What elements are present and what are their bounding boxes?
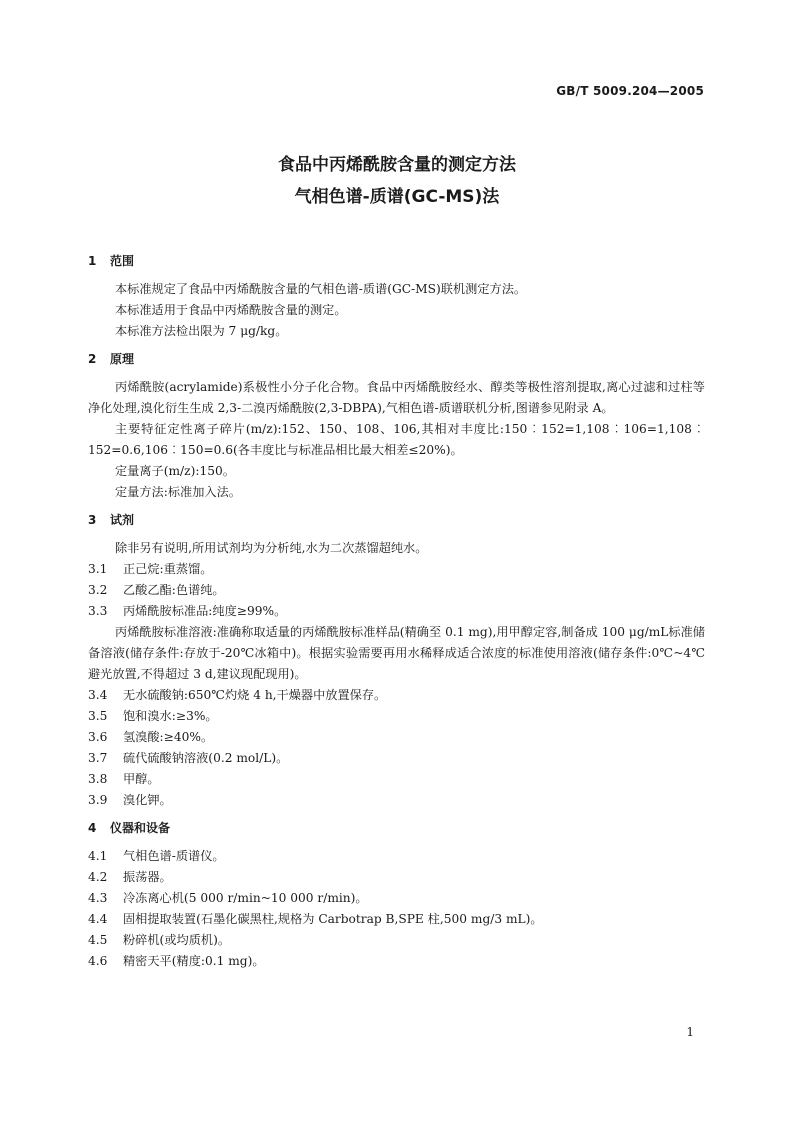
list-item [88, 930, 705, 951]
principle-line: 定量离子(m/z):150。 [115, 464, 235, 478]
item-number: 4.3 [88, 891, 108, 905]
item-text: 正己烷:重蒸馏。 [123, 562, 213, 576]
list-item [88, 867, 705, 888]
list-item [88, 846, 705, 867]
item-number: 3.8 [88, 772, 108, 786]
item-number: 3.6 [88, 730, 108, 744]
scope-line: 本标准适用于食品中丙烯酰胺含量的测定。 [115, 303, 347, 317]
reagents-intro: 除非另有说明,所用试剂均为分析纯,水为二次蒸馏超纯水。 [115, 541, 428, 555]
item-text: 固相提取装置(石墨化碳黑柱,规格为 Carbotrap B,SPE 柱,500 mg/3 mL)。 [123, 912, 543, 926]
item-number: 4.4 [88, 912, 108, 926]
section-number: 1 [88, 254, 97, 268]
item-number: 3.4 [88, 688, 108, 702]
section-number: 2 [88, 352, 97, 366]
section-number: 3 [88, 513, 97, 527]
item-text: 精密天平(精度:0.1 mg)。 [123, 954, 265, 968]
item-number: 3.2 [88, 583, 108, 597]
item-text: 无水硫酸钠:650℃灼烧 4 h,干燥器中放置保存。 [123, 688, 387, 702]
item-number: 4.2 [88, 870, 108, 884]
list-item [88, 601, 705, 622]
list-item [88, 685, 705, 706]
section-title: 范围 [110, 254, 135, 268]
standard-code: GB/T 5009.204—2005 [556, 84, 704, 98]
list-item [88, 706, 705, 727]
item-text: 氢溴酸:≥40%。 [123, 730, 214, 744]
item-text: 冷冻离心机(5 000 r/min~10 000 r/min)。 [123, 891, 368, 905]
section-heading-principle [88, 348, 705, 370]
list-item [88, 909, 705, 930]
section-number: 4 [88, 821, 97, 835]
page-number: 1 [686, 1025, 694, 1039]
section-heading-reagents [88, 509, 705, 531]
item-text: 丙烯酰胺标准品:纯度≥99%。 [123, 604, 287, 618]
item-number: 4.6 [88, 954, 108, 968]
list-item [88, 790, 705, 811]
item-number: 3.1 [88, 562, 108, 576]
list-item [88, 580, 705, 601]
list-item [88, 888, 705, 909]
section-title: 原理 [110, 352, 135, 366]
item-text: 粉碎机(或均质机)。 [123, 933, 231, 947]
item-number: 4.5 [88, 933, 108, 947]
item-text: 甲醇。 [123, 772, 160, 786]
document-body [88, 250, 705, 972]
section-heading-apparatus [88, 817, 705, 839]
document-subtitle: 气相色谱-质谱(GC-MS)法 [294, 187, 500, 207]
item-text: 硫代硫酸钠溶液(0.2 mol/L)。 [123, 751, 289, 765]
item-number: 4.1 [88, 849, 108, 863]
section-title: 试剂 [110, 513, 135, 527]
item-text: 乙酸乙酯:色谱纯。 [123, 583, 225, 597]
principle-paragraph: 主要特征定性离子碎片(m/z):152、150、108、106,其相对丰度比:150︰152=1,108︰106=1,108︰152=0.6,106︰150=0.6(各丰度比与标准品相比最大相差≤20%)。 [88, 422, 705, 457]
section-title: 仪器和设备 [110, 821, 171, 835]
standard-solution-paragraph: 丙烯酰胺标准溶液:准确称取适量的丙烯酰胺标准样品(精确至 0.1 mg),用甲醇定容,制备成 100 μg/mL标准储备溶液(储存条件:存放于-20℃冰箱中)。根据实验需要再用水稀释成适合浓度的标准使用溶液(储存条件:0℃~4℃避光放置,不得超过 3 d,建议现配现用)。 [88, 625, 705, 681]
item-number: 3.7 [88, 751, 108, 765]
item-number: 3.3 [88, 604, 108, 618]
principle-line: 定量方法:标准加入法。 [115, 485, 241, 499]
item-text: 气相色谱-质谱仪。 [123, 849, 225, 863]
item-number: 3.5 [88, 709, 108, 723]
list-item [88, 727, 705, 748]
item-text: 溴化钾。 [123, 793, 172, 807]
list-item [88, 951, 705, 972]
scope-line: 本标准方法检出限为 7 μg/kg。 [115, 324, 288, 338]
list-item [88, 559, 705, 580]
scope-line: 本标准规定了食品中丙烯酰胺含量的气相色谱-质谱(GC-MS)联机测定方法。 [115, 282, 527, 296]
item-number: 3.9 [88, 793, 108, 807]
section-heading-scope [88, 250, 705, 272]
list-item [88, 748, 705, 769]
item-text: 饱和溴水:≥3%。 [123, 709, 218, 723]
item-text: 振荡器。 [123, 870, 172, 884]
list-item [88, 769, 705, 790]
document-title: 食品中丙烯酰胺含量的测定方法 [278, 155, 516, 175]
principle-paragraph: 丙烯酰胺(acrylamide)系极性小分子化合物。食品中丙烯酰胺经水、醇类等极性溶剂提取,离心过滤和过柱等净化处理,溴化衍生生成 2,3-二溴丙烯酰胺(2,3-DBPA),气相色谱-质谱联机分析,图谱参见附录 A。 [88, 380, 705, 415]
